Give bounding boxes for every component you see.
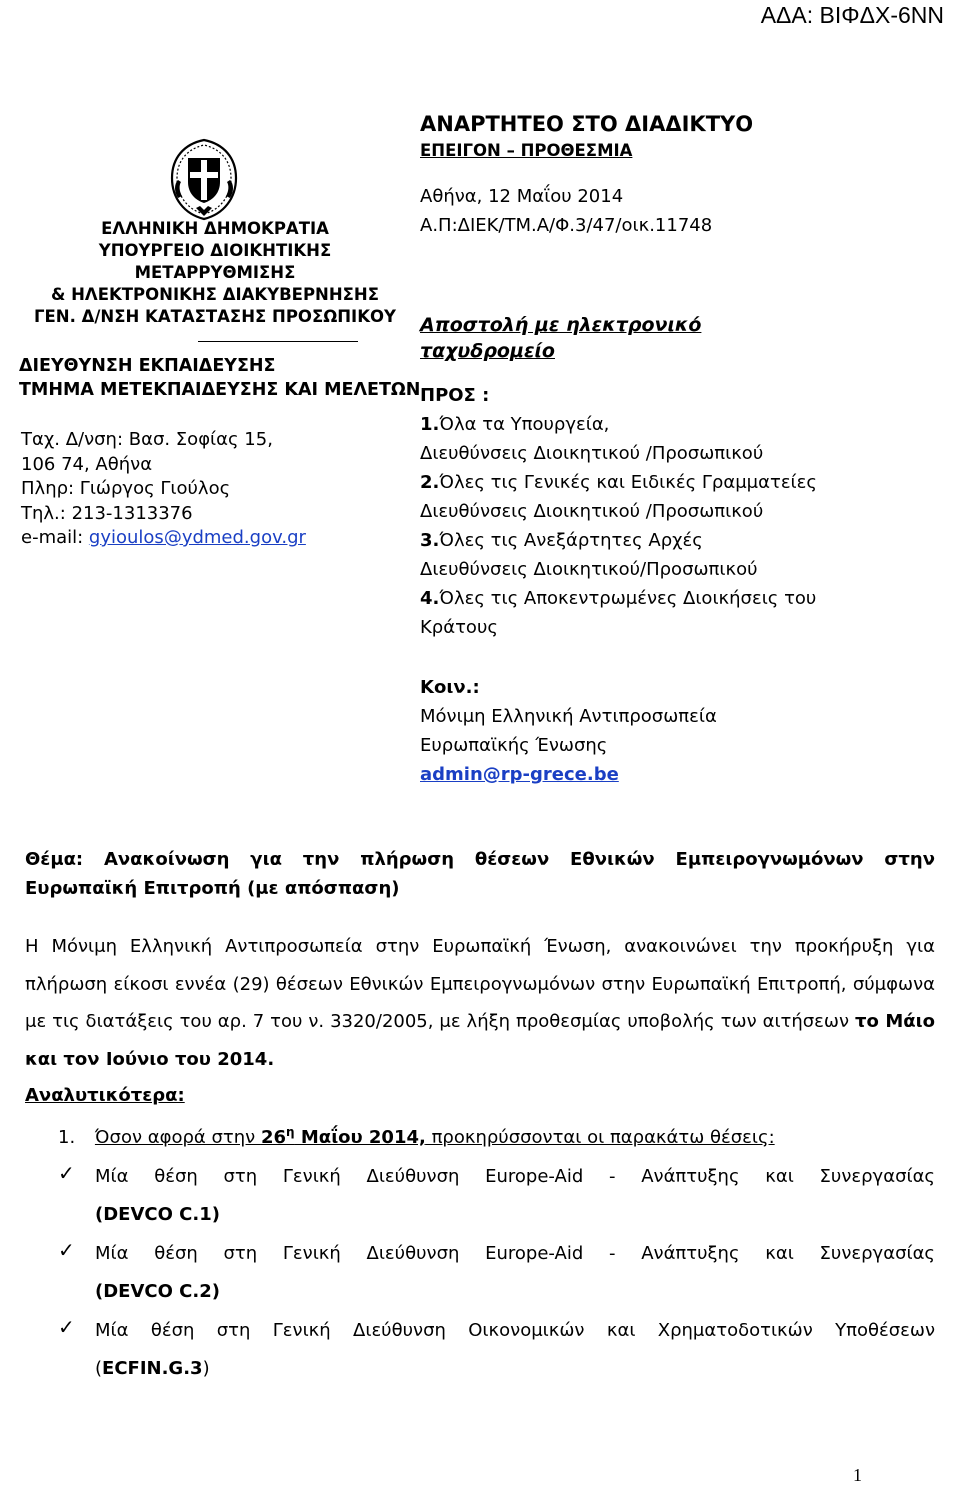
subject-line: Θέμα: Ανακοίνωση για την πλήρωση θέσεων Εθνικών Εμπειρογνωμόνων στην <box>25 849 935 870</box>
subject-line: Ευρωπαϊκή Επιτροπή (με απόσπαση) <box>25 878 400 899</box>
recipient-item <box>420 526 817 555</box>
document-date: Αθήνα, 12 Μαΐου 2014 <box>420 186 624 207</box>
item-day: 26 <box>260 1127 287 1148</box>
cc-colon: : <box>472 677 480 698</box>
send-mode-line: Αποστολή με ηλεκτρονικό <box>420 314 702 336</box>
recipient-subline: Διευθύνσεις Διοικητικού /Προσωπικού <box>420 501 764 522</box>
greek-coat-of-arms-emblem <box>166 136 242 222</box>
checkmark-icon: ✓ <box>58 1161 75 1185</box>
cc-email-link[interactable]: admin@rp-grece.be <box>420 764 619 785</box>
body-deadline: το Μάιο και τον Ιούνιο του 2014. <box>25 1011 935 1070</box>
recipient-text: Όλες τις Γενικές και Ειδικές Γραμματείες <box>439 472 817 493</box>
item-text <box>95 1127 775 1148</box>
department-header <box>19 354 420 402</box>
subject <box>25 845 935 903</box>
recipient-number: 3. <box>420 530 440 551</box>
urgent-deadline-notice: ΕΠΕΙΓΟΝ – ΠΡΟΘΕΣΜΙΑ <box>420 141 633 160</box>
contact-block <box>21 428 306 551</box>
org-line: ΕΛΛΗΝΙΚΗ ΔΗΜΟΚΡΑΤΙΑ <box>101 219 329 238</box>
code-open: ( <box>95 1358 103 1379</box>
item-sup: η <box>286 1125 295 1139</box>
ministry-header <box>20 218 410 328</box>
org-line: ΓΕΝ. Δ/ΝΣΗ ΚΑΤΑΣΤΑΣΗΣ ΠΡΟΣΩΠΙΚΟΥ <box>34 307 396 326</box>
position-text: Μία θέση στη Γενική Διεύθυνση Europe-Aid - Ανάπτυξης και Συνεργασίας <box>95 1166 935 1187</box>
ada-code: ΑΔΑ: ΒΙΦΔΧ-6ΝΝ <box>760 2 944 28</box>
recipient-item <box>420 584 817 613</box>
send-mode-line: ταχυδρομείο <box>420 340 555 362</box>
checkmark-icon: ✓ <box>58 1315 75 1339</box>
position-item <box>95 1158 935 1234</box>
numbered-item <box>58 1125 775 1148</box>
page-number: 1 <box>853 1465 862 1485</box>
code-close: ) <box>202 1358 210 1379</box>
recipient-text: Όλες τις Αποκεντρωμένες Διοικήσεις του <box>439 588 817 609</box>
checkmark-icon: ✓ <box>58 1238 75 1262</box>
item-post: προκηρύσσονται οι παρακάτω θέσεις: <box>425 1127 775 1148</box>
details-heading: Αναλυτικότερα: <box>25 1085 185 1106</box>
item-pre: Όσον αφορά στην <box>94 1127 261 1148</box>
recipient-item <box>420 410 817 439</box>
body-paragraph <box>25 928 935 1078</box>
recipient-number: 4. <box>420 588 440 609</box>
protocol-number: Α.Π:ΔΙΕΚ/ΤΜ.Α/Φ.3/47/οικ.11748 <box>420 215 713 236</box>
dept-line: ΔΙΕΥΘΥΝΣΗ ΕΚΠΑΙΔΕΥΣΗΣ <box>19 356 276 376</box>
send-mode <box>420 312 701 364</box>
email-row <box>21 526 306 551</box>
dept-line: ΤΜΗΜΑ ΜΕΤΕΚΠΑΙΔΕΥΣΗΣ ΚΑΙ ΜΕΛΕΤΩΝ <box>19 380 421 400</box>
cc-label-row <box>420 673 717 702</box>
recipient-subline: Κράτους <box>420 617 498 638</box>
email-link[interactable]: gyioulos@ydmed.gov.gr <box>88 527 306 548</box>
address-line: Ταχ. Δ/νση: Βασ. Σοφίας 15, <box>21 429 273 450</box>
cc-recipient: Ευρωπαϊκής Ένωσης <box>420 735 608 756</box>
email-label: e-mail: <box>21 527 89 548</box>
recipients-block <box>420 381 817 642</box>
header-divider <box>198 341 358 342</box>
org-line: ΥΠΟΥΡΓΕΙΟ ΔΙΟΙΚΗΤΙΚΗΣ <box>98 241 332 260</box>
cc-recipient: Μόνιμη Ελληνική Αντιπροσωπεία <box>420 706 717 727</box>
date-protocol-block <box>420 182 712 240</box>
item-month: Μαΐου 2014, <box>294 1127 426 1148</box>
position-text: Μία θέση στη Γενική Διεύθυνση Οικονομικών και Χρηματοδοτικών Υποθέσεων <box>95 1320 935 1341</box>
cc-label: Κοιν. <box>420 677 473 698</box>
body-text: Η Μόνιμη Ελληνική Αντιπροσωπεία στην Ευρωπαϊκή Ένωση, ανακοινώνει την προκήρυξη για πλήρωση είκοσι εννέα (29) θέσεων Εθνικών Εμπειρογνωμόνων στην Ευρωπαϊκή Επιτροπή, σύμφωνα με τις διατάξεις του αρ. 7 του ν. 3320/2005, με λήξη προθεσμίας υποβολής των αιτήσεων <box>25 936 935 1032</box>
position-code: (DEVCO C.2) <box>95 1281 220 1302</box>
item-number: 1. <box>58 1127 76 1148</box>
cc-block <box>420 673 717 789</box>
position-code: (DEVCO C.1) <box>95 1204 220 1225</box>
posting-notice: ΑΝΑΡΤΗΤΕΟ ΣΤΟ ΔΙΑΔΙΚΤΥΟ <box>420 112 754 136</box>
to-label: ΠΡΟΣ : <box>420 385 490 406</box>
recipient-item <box>420 468 817 497</box>
recipient-number: 1. <box>420 414 440 435</box>
address-line: 106 74, Αθήνα <box>21 453 153 475</box>
position-code <box>95 1350 935 1388</box>
recipient-number: 2. <box>420 472 440 493</box>
contact-person: Πληρ: Γιώργος Γιούλος <box>21 478 231 499</box>
phone: Τηλ.: 213-1313376 <box>21 502 193 524</box>
recipient-text: Όλα τα Υπουργεία, <box>439 414 610 435</box>
recipient-subline: Διευθύνσεις Διοικητικού /Προσωπικού <box>420 443 764 464</box>
org-line: ΜΕΤΑΡΡΥΘΜΙΣΗΣ <box>134 263 296 282</box>
code-bold: ECFIN.G.3 <box>102 1358 203 1379</box>
org-line: & ΗΛΕΚΤΡΟΝΙΚΗΣ ΔΙΑΚΥΒΕΡΝΗΣΗΣ <box>50 285 380 304</box>
position-text: Μία θέση στη Γενική Διεύθυνση Europe-Aid - Ανάπτυξης και Συνεργασίας <box>95 1243 935 1264</box>
recipient-subline: Διευθύνσεις Διοικητικού/Προσωπικού <box>420 559 758 580</box>
position-item <box>95 1235 935 1311</box>
position-item <box>95 1312 935 1388</box>
recipient-text: Όλες τις Ανεξάρτητες Αρχές <box>439 530 703 551</box>
